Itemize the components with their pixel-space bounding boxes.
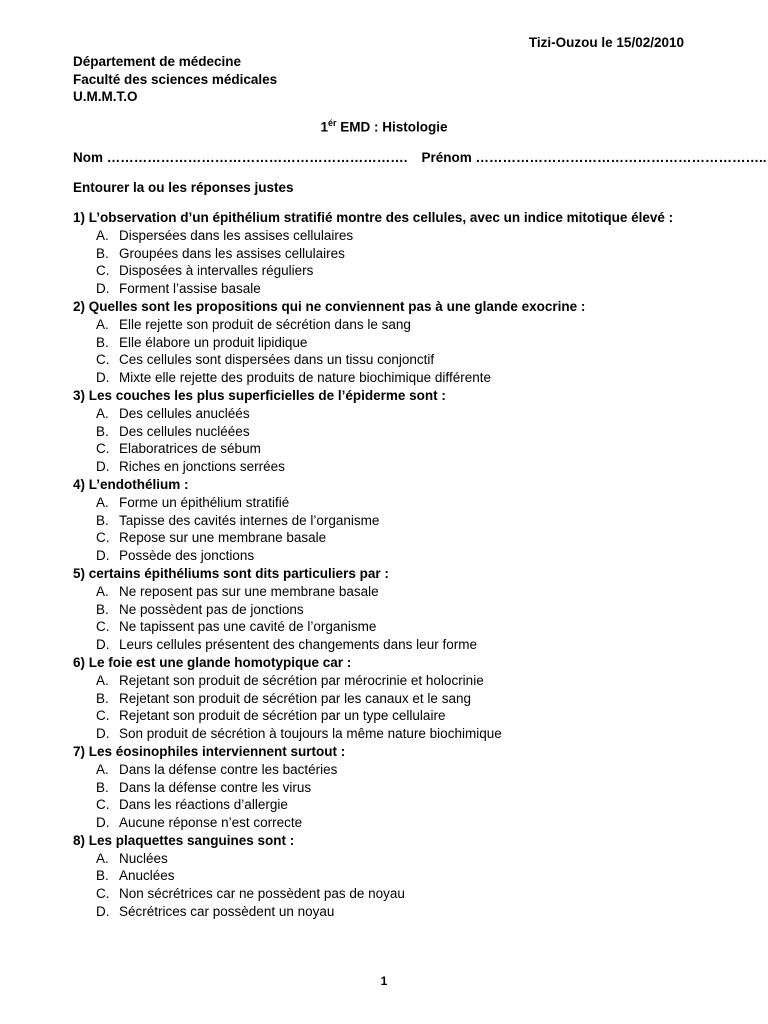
option-letter: D. (96, 370, 110, 386)
answer-option[interactable] (73, 707, 713, 725)
question-7: 7) Les éosinophiles interviennent surtout : (73, 743, 346, 759)
option-text: Anuclées (119, 868, 175, 884)
answer-option[interactable] (73, 458, 713, 476)
option-letter: A. (96, 672, 109, 688)
question-5: 5) certains épithéliums sont dits particuliers par : (73, 565, 389, 581)
question-2: 2) Quelles sont les propositions qui ne conviennent pas à une glande exocrine : (73, 298, 586, 314)
option-text: Elaboratrices de sébum (119, 441, 261, 457)
option-text: Forme un épithélium stratifié (119, 494, 290, 510)
option-letter: C. (96, 797, 110, 813)
instruction: Entourer la ou les réponses justes (73, 180, 294, 195)
student-fields (73, 150, 767, 165)
option-letter: C. (96, 263, 110, 279)
answer-option[interactable] (73, 316, 713, 334)
option-letter: B. (96, 512, 109, 528)
option-text: Dispersées dans les assises cellulaires (119, 227, 354, 243)
answer-option[interactable] (73, 494, 713, 512)
option-text: Riches en jonctions serrées (119, 459, 285, 475)
option-text: Disposées à intervalles réguliers (119, 263, 314, 279)
answer-option[interactable] (73, 885, 713, 903)
option-text: Ces cellules sont dispersées dans un tissu conjonctif (119, 352, 435, 368)
option-letter: A. (96, 850, 109, 866)
document-date: Tizi-Ouzou le 15/02/2010 (528, 35, 684, 50)
university-line: U.M.M.T.O (73, 89, 138, 104)
option-letter: A. (96, 405, 109, 421)
option-letter: D. (96, 459, 110, 475)
option-text: Repose sur une membrane basale (119, 530, 327, 546)
question-3: 3) Les couches les plus superficielles de l’épiderme sont : (73, 387, 446, 403)
option-text: Non sécrétrices car ne possèdent pas de noyau (119, 886, 405, 902)
option-letter: A. (96, 761, 109, 777)
institution-header (73, 53, 277, 106)
nom-field[interactable]: Nom …………………………………………………………. (73, 150, 408, 165)
option-text: Elle élabore un produit lipidique (119, 334, 308, 350)
option-letter: A. (96, 583, 109, 599)
option-letter: D. (96, 281, 110, 297)
answer-option[interactable] (73, 369, 713, 387)
option-text: Ne tapissent pas une cavité de l’organisme (119, 619, 377, 635)
answer-option[interactable] (73, 423, 713, 441)
option-text: Possède des jonctions (119, 548, 255, 564)
option-text: Rejetant son produit de sécrétion par mérocrinie et holocrinie (119, 672, 484, 688)
answer-option[interactable] (73, 814, 713, 832)
option-letter: C. (96, 441, 110, 457)
answer-option[interactable] (73, 529, 713, 547)
option-letter: A. (96, 316, 109, 332)
option-letter: C. (96, 352, 110, 368)
answer-option[interactable] (73, 262, 713, 280)
answer-option[interactable] (73, 245, 713, 263)
option-text: Rejetant son produit de sécrétion par les canaux et le sang (119, 690, 471, 706)
answer-option[interactable] (73, 903, 713, 921)
answer-option[interactable] (73, 672, 713, 690)
option-letter: B. (96, 245, 109, 261)
option-text: Rejetant son produit de sécrétion par un type cellulaire (119, 708, 446, 724)
option-letter: B. (96, 601, 109, 617)
answer-option[interactable] (73, 405, 713, 423)
option-letter: A. (96, 227, 109, 243)
option-letter: C. (96, 619, 110, 635)
option-text: Dans la défense contre les virus (119, 779, 312, 795)
answer-option[interactable] (73, 761, 713, 779)
option-letter: C. (96, 886, 110, 902)
faculty-line: Faculté des sciences médicales (73, 71, 278, 87)
option-text: Leurs cellules présentent des changements dans leur forme (119, 637, 477, 653)
exam-title (0, 118, 768, 135)
option-letter: C. (96, 530, 110, 546)
option-letter: B. (96, 779, 109, 795)
answer-option[interactable] (73, 351, 713, 369)
option-text: Des cellules anucléés (119, 405, 250, 421)
option-letter: B. (96, 334, 109, 350)
page-number: 1 (380, 974, 388, 988)
answer-option[interactable] (73, 227, 713, 245)
option-letter: D. (96, 726, 110, 742)
option-text: Ne reposent pas sur une membrane basale (119, 583, 379, 599)
option-letter: D. (96, 815, 110, 831)
option-letter: D. (96, 637, 110, 653)
answer-option[interactable] (73, 779, 713, 797)
option-text: Ne possèdent pas de jonctions (119, 601, 304, 617)
option-text: Forment l’assise basale (119, 281, 261, 297)
question-6: 6) Le foie est une glande homotypique car : (73, 654, 352, 670)
answer-option[interactable] (73, 601, 713, 619)
prenom-field[interactable]: Prénom ……………………………………………………….. (421, 150, 767, 165)
question-1: 1) L’observation d’un épithélium stratifié montre des cellules, avec un indice mitotique élevé : (73, 210, 674, 225)
option-text: Elle rejette son produit de sécrétion dans le sang (119, 316, 411, 332)
option-text: Des cellules nucléées (119, 423, 250, 439)
option-text: Groupées dans les assises cellulaires (119, 245, 345, 261)
answer-option[interactable] (73, 547, 713, 565)
question-4: 4) L’endothélium : (73, 476, 189, 492)
option-text: Dans la défense contre les bactéries (119, 761, 338, 777)
option-text: Nuclées (119, 850, 168, 866)
option-letter: C. (96, 708, 110, 724)
answer-option[interactable] (73, 636, 713, 654)
option-text: Tapisse des cavités internes de l’organisme (119, 512, 380, 528)
question-list (73, 209, 713, 921)
option-letter: D. (96, 548, 110, 564)
question-8: 8) Les plaquettes sanguines sont : (73, 832, 295, 848)
option-text: Mixte elle rejette des produits de nature biochimique différente (119, 370, 491, 386)
option-text: Sécrétrices car possèdent un noyau (119, 904, 335, 920)
answer-option[interactable] (73, 280, 713, 298)
answer-option[interactable] (73, 796, 713, 814)
answer-option[interactable] (73, 618, 713, 636)
exam-number-superscript: ér (328, 118, 337, 128)
exam-number: 1 (320, 119, 328, 135)
option-text: Dans les réactions d’allergie (119, 797, 288, 813)
answer-option[interactable] (73, 850, 713, 868)
option-letter: B. (96, 868, 109, 884)
option-text: Son produit de sécrétion à toujours la même nature biochimique (119, 726, 502, 742)
answer-option[interactable] (73, 725, 713, 743)
answer-option[interactable] (73, 512, 713, 530)
answer-option[interactable] (73, 334, 713, 352)
option-letter: D. (96, 904, 110, 920)
option-text: Aucune réponse n’est correcte (119, 815, 303, 831)
answer-option[interactable] (73, 440, 713, 458)
exam-subject: EMD : Histologie (336, 119, 448, 135)
answer-option[interactable] (73, 583, 713, 601)
answer-option[interactable] (73, 867, 713, 885)
option-letter: A. (96, 494, 109, 510)
option-letter: B. (96, 423, 109, 439)
answer-option[interactable] (73, 690, 713, 708)
department-line: Département de médecine (73, 54, 242, 69)
option-letter: B. (96, 690, 109, 706)
